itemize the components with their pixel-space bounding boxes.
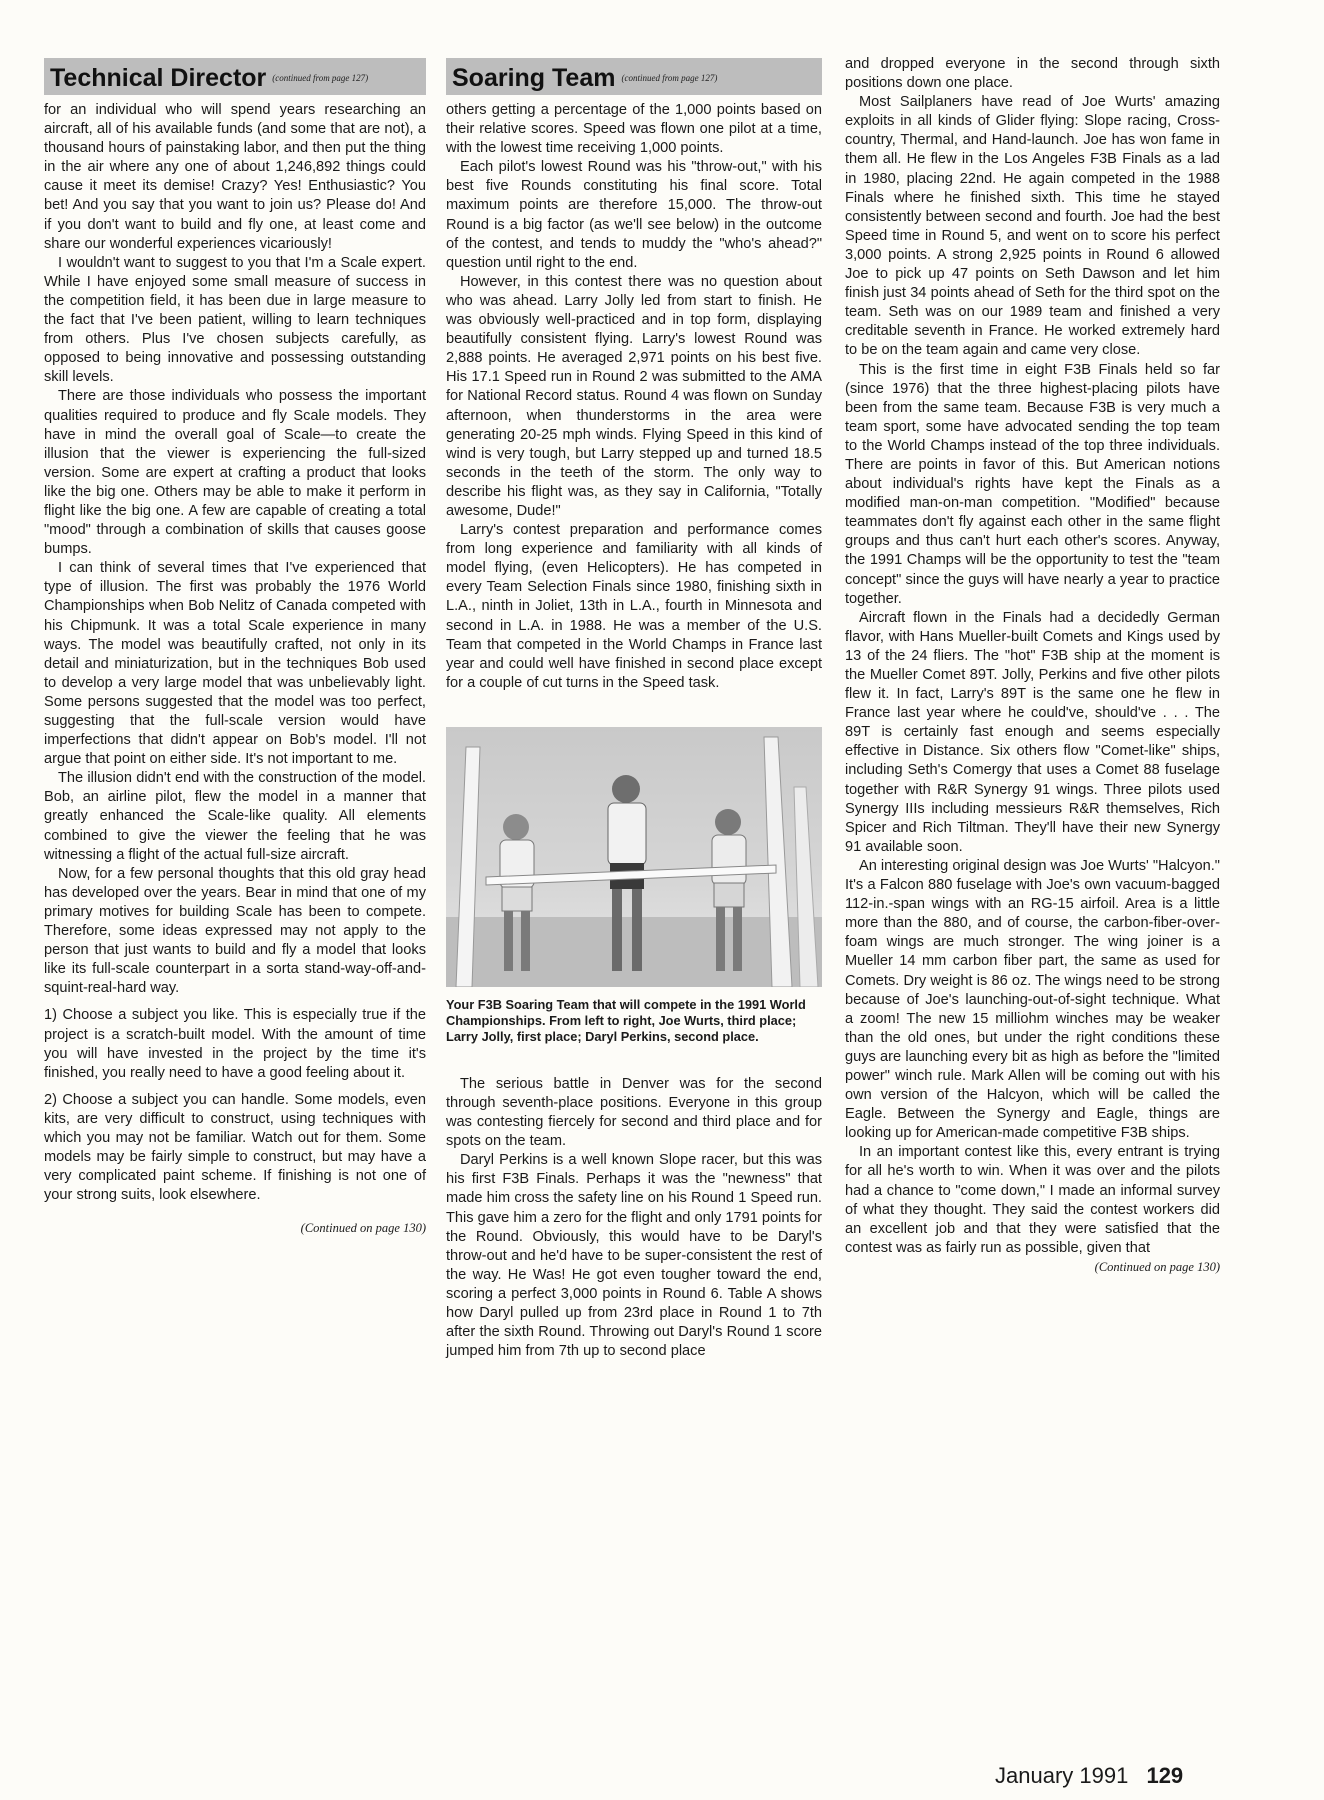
- article-column-technical-director: [44, 58, 426, 1238]
- page-footer: [995, 1763, 1183, 1789]
- article-column-soaring-team: [446, 58, 822, 1361]
- section-header-technical-director: [44, 58, 426, 95]
- paragraph: Now, for a few personal thoughts that this old gray head has developed over the years. Bear in mind that one of my primary motives for building Scale has been to compete. Therefore, some ideas expressed may not apply to the person that just wants to build and fly a model that looks like its full-scale counterpart in a sorta stand-way-off-and-squint-real-hard way.: [44, 865, 426, 997]
- paragraph: I can think of several times that I've experienced that type of illusion. The first was probably the 1976 World Championships when Bob Nelitz of Canada competed with his Chipmunk. It was a total Scale experience in many ways. The model was beautifully crafted, not only in its detail and miniaturization, but in the techniques Bob used to develop a very large model that was unbelievably light. Some persons suggested that the model was too perfect, suggesting that the full-scale version would have imperfections that didn't appear on Bob's model. I'll not argue that point on either side. It's not important to me.: [44, 560, 426, 768]
- paragraph: This is the first time in eight F3B Finals held so far (since 1976) that the three highest-placing pilots have been from the same team. Because F3B is very much a team sport, some have advocated sending the top team to the World Champs instead of the top three individuals. There are points in favor of this. But American notions about individual's rights have kept the Finals as a modified man-on-man competition. "Modified" because teammates don't fly against each other in the same flight groups and thus can't hurt each other's scores. Anyway, the 1991 Champs will be the opportunity to test the "team concept" since the guys will have nearly a year to practice together.: [845, 361, 1220, 607]
- continued-on-note: (Continued on page 130): [1094, 1259, 1220, 1274]
- paragraph: Most Sailplaners have read of Joe Wurts' amazing exploits in all kinds of Glider flying: Slope racing, Cross-country, Thermal, and Hand-launch. Joe has won fame in them all. He flew in the Los Angeles F3B Finals as a lad in 1980, placing 22nd. He again competed in the 1988 Finals where he finished sixth. This time he stayed consistently between second and fourth. Joe had the best Speed time in Round 5, and went on to score his perfect 3,000 points. A strong 2,925 points in Round 6 allowed Joe to pick up 47 points on Seth Dawson and let him finish just 34 points ahead of Seth for the third spot on the team. Seth was on our 1989 team and finished a very creditable seventh in France. He worked extremely hard to be on the team again and came very close.: [845, 94, 1220, 359]
- paragraph: In an important contest like this, every entrant is trying for all he's worth to win. When it was over and the pilots had a chance to "come down," I made an informal survey of what they thought. They said the contest workers did an excellent job and that they were satisfied that the contest was as fairly run as possible, given that: [845, 1144, 1220, 1256]
- section-header-soaring-team: [446, 58, 822, 95]
- continued-from-note: (continued from page 127): [621, 72, 718, 83]
- paragraph: Larry's contest preparation and performance comes from long experience and familiarity with all kinds of model flying, (even Helicopters). He has competed in every Team Selection Finals since 1980, finishing sixth in L.A., ninth in Joliet, 13th in L.A., fourth in Minnesota and second in L.A. in 1988. He was a member of the U.S. Team that competed in the World Champs in France last year and could well have finished in second place except for a couple of cut turns in the Speed task.: [446, 522, 822, 691]
- paragraph: An interesting original design was Joe Wurts' "Halcyon." It's a Falcon 880 fuselage with Joe's own vacuum-bagged 112-in.-span wings with an RG-15 airfoil. Area is a little more than the 880, and of course, the carbon-fiber-over-foam wings are much stronger. The wing joiner is a Mueller 14 mm carbon fiber part, the same as used for Comets. Dry weight is 86 oz. The wings need to be strong because of Joe's launching-out-of-sight technique. What a zoom! The new 15 milliohm winches may be weaker than the old ones, but under the right conditions these guys are launching every bit as high as before the "limited power" winch rule. Mark Allen will be coming out with his own version of the Halcyon, which will be called the Eagle. Between the Synergy and Eagle, things are looking up for American-made competitive F3B ships.: [845, 857, 1220, 1142]
- section-title: Technical Director: [50, 64, 267, 92]
- paragraph: and dropped everyone in the second through sixth positions down one place.: [845, 56, 1220, 92]
- list-item: 2) Choose a subject you can handle. Some models, even kits, are very difficult to construct, using techniques with which you may not be familiar. Watch out for them. Some models may be fairly simple to construct, but may have a very complicated paint scheme. If finishing is not one of your strong suits, look elsewhere.: [44, 1091, 426, 1204]
- team-photo: [446, 727, 822, 987]
- paragraph: Each pilot's lowest Round was his "throw-out," with his best five Rounds constituting his final score. Total maximum points are therefore 15,000. The throw-out Round is a big factor (as we'll see below) in the outcome of the contest, and tends to muddy the "who's ahead?" question until right to the end.: [446, 159, 822, 271]
- list-item: 1) Choose a subject you like. This is especially true if the project is a scratch-built model. With the amount of time you will have invested in the project by the time it's finished, you really need to have a good feeling about it.: [44, 1007, 426, 1081]
- photo-caption: Your F3B Soaring Team that will compete in the 1991 World Championships. From left to right, Joe Wurts, third place; Larry Jolly, first place; Daryl Perkins, second place.: [446, 996, 806, 1044]
- paragraph: However, in this contest there was no question about who was ahead. Larry Jolly led from start to finish. He was obviously well-practiced and in top form, displaying beautifully consistent flying. Larry's lowest Round was 2,888 points. He averaged 2,971 points on his best five. His 17.1 Speed run in Round 2 was submitted to the AMA for National Record status. Round 4 was flown on Sunday afternoon, when thunderstorms in the area were generating 20-25 mph winds. Flying Speed in this kind of wind is very tough, but Larry stepped up and turned 18.5 seconds in the teeth of the storm. The only way to describe his flight was, as they say in California, "Totally awesome, Dude!": [446, 273, 822, 519]
- continued-from-note: (continued from page 127): [272, 72, 369, 83]
- page-number: 129: [1146, 1763, 1184, 1788]
- paragraph: There are those individuals who possess the important qualities required to produce and fly Scale models. They have in mind the overall goal of Scale—to create the illusion that the viewer is experiencing the full-sized version. Some are expert at crafting a product that looks like the big one. Others may be able to make it perform in flight like the big one. A few are capable of creating a total "mood" through a combination of skills that causes goose bumps.: [44, 388, 426, 558]
- section-title: Soaring Team: [452, 64, 616, 92]
- continued-on-note: (Continued on page 130): [300, 1221, 426, 1236]
- issue-date: January 1991: [995, 1763, 1129, 1788]
- paragraph: others getting a percentage of the 1,000 points based on their relative scores. Speed was flown one pilot at a time, with the lowest time receiving 1,000 points.: [446, 102, 822, 157]
- paragraph: The serious battle in Denver was for the second through seventh-place positions. Everyone in this group was contesting fiercely for second and third place and for spots on the team.: [446, 1075, 822, 1150]
- paragraph: for an individual who will spend years researching an aircraft, all of his available funds (and some that are not), a thousand hours of painstaking labor, and then put the thing in the air where any one of about 1,246,892 things could cause it meet its demise! Crazy? Yes! Enthusiastic? You bet! And you say that you want to join us? Please do! And if you don't want to build and fly one, at least come and share our wonderful experiences vicariously!: [44, 102, 426, 252]
- paragraph: The illusion didn't end with the construction of the model. Bob, an airline pilot, flew the model in a manner that greatly enhanced the Scale-like quality. All elements combined to give the viewer the feeling that he was witnessing a flight of the actual full-size aircraft.: [44, 770, 426, 863]
- paragraph: I wouldn't want to suggest to you that I'm a Scale expert. While I have enjoyed some small measure of success in the competition field, it has been due in large measure to the fact that I've been patient, willing to learn techniques from others. Plus I've chosen subjects carefully, as opposed to being innovative and possessing outstanding skill levels.: [44, 254, 426, 386]
- article-column-soaring-team-continued: [845, 55, 1220, 1277]
- paragraph: Aircraft flown in the Finals had a decidedly German flavor, with Hans Mueller-built Comets and Kings used by 13 of the 24 fliers. The "hot" F3B ship at the moment is the Mueller Comet 89T. Jolly, Perkins and five other pilots flew it. In fact, Larry's 89T is the same one he flew in France last year where he could've, should've . . . The 89T is certainly fast enough and seems especially effective in Distance. Six others flow "Comet-like" ships, including Seth's Comergy that uses a Comet 88 fuselage together with R&R Synergy 91 wings. Three pilots used Synergy IIIs including messieurs R&R themselves, Rich Spicer and Rich Tiltman. They'll have their new Synergy 91 available soon.: [845, 609, 1220, 855]
- paragraph: Daryl Perkins is a well known Slope racer, but this was his first F3B Finals. Perhaps it was the "newness" that made him cross the safety line on his Round 1 Speed run. This gave him a zero for the flight and only 1791 points for the Round. Obviously, this would have to be Daryl's throw-out and he'd have to be super-consistent the rest of the way. He Was! He got even tougher toward the end, scoring a perfect 3,000 points in Round 6. Table A shows how Daryl pulled up from 23rd place in Round 1 to 7th after the sixth Round. Throwing out Daryl's Round 1 score jumped him from 7th up to second place: [446, 1152, 822, 1360]
- photo-illustration: [446, 727, 822, 987]
